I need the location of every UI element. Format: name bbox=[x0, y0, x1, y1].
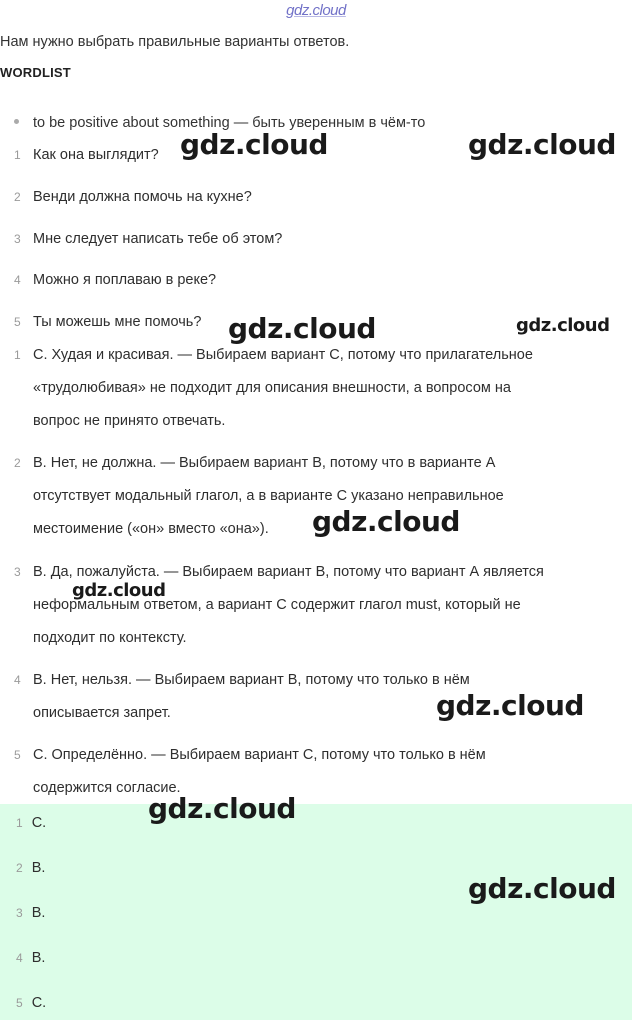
brand-logo[interactable]: gdz.cloud bbox=[286, 2, 346, 19]
explanation-line: С. Определённо. — Выбираем вариант С, потому что только в нём bbox=[33, 747, 486, 763]
explanation-line: отсутствует модальный глагол, а в варианте С указано неправильное bbox=[33, 488, 504, 504]
explanation-number: 5 bbox=[14, 748, 21, 762]
question-item bbox=[14, 231, 282, 247]
watermark: gdz.cloud bbox=[436, 689, 584, 722]
answer-text: В. bbox=[31, 950, 46, 966]
watermark: gdz.cloud bbox=[468, 872, 616, 905]
explanation-line: содержится согласие. bbox=[33, 780, 181, 796]
watermark: gdz.cloud bbox=[148, 792, 296, 825]
answer-text: С. bbox=[31, 815, 47, 831]
question-number: 1 bbox=[14, 148, 21, 162]
answer-text: В. bbox=[31, 860, 46, 876]
wordlist-item-text: to be positive about something — быть уверенным в чём-то bbox=[33, 115, 426, 131]
answer-number: 5 bbox=[16, 996, 23, 1010]
question-text: Мне следует написать тебе об этом? bbox=[33, 231, 283, 247]
explanation-item bbox=[14, 339, 614, 438]
answer-item bbox=[16, 905, 45, 921]
explanation-line: вопрос не принято отвечать. bbox=[33, 413, 226, 429]
answer-number: 1 bbox=[16, 816, 23, 830]
question-number: 5 bbox=[14, 315, 21, 329]
question-number: 3 bbox=[14, 232, 21, 246]
answer-item bbox=[16, 950, 45, 966]
watermark: gdz.cloud bbox=[180, 128, 328, 161]
answer-item bbox=[16, 860, 45, 876]
explanation-number: 4 bbox=[14, 673, 21, 687]
question-number: 4 bbox=[14, 273, 21, 287]
answers-panel bbox=[0, 804, 632, 1020]
explanation-line: С. Худая и красивая. — Выбираем вариант С, потому что прилагательное bbox=[33, 347, 533, 363]
answer-text: В. bbox=[31, 905, 46, 921]
explanation-line: неформальным ответом, а вариант С содержит глагол must, который не bbox=[33, 597, 521, 613]
question-item bbox=[14, 272, 216, 288]
answer-number: 3 bbox=[16, 906, 23, 920]
answer-item bbox=[16, 815, 46, 831]
explanation-number: 2 bbox=[14, 456, 21, 470]
watermark: gdz.cloud bbox=[516, 315, 610, 336]
question-text: Можно я поплаваю в реке? bbox=[33, 272, 217, 288]
explanation-item bbox=[14, 556, 614, 655]
explanation-line: описывается запрет. bbox=[33, 705, 171, 721]
answer-number: 4 bbox=[16, 951, 23, 965]
question-item bbox=[14, 147, 159, 163]
answer-item bbox=[16, 995, 46, 1011]
watermark: gdz.cloud bbox=[228, 312, 376, 345]
watermark: gdz.cloud bbox=[468, 128, 616, 161]
explanation-line: местоимение («он» вместо «она»). bbox=[33, 521, 269, 537]
question-item bbox=[14, 189, 252, 205]
explanation-number: 1 bbox=[14, 348, 21, 362]
answer-text: С. bbox=[31, 995, 47, 1011]
watermark: gdz.cloud bbox=[72, 580, 166, 601]
question-item bbox=[14, 314, 201, 330]
explanation-line: «трудолюбивая» не подходит для описания внешности, а вопросом на bbox=[33, 380, 511, 396]
question-text: Ты можешь мне помочь? bbox=[33, 314, 202, 330]
explanation-line: подходит по контексту. bbox=[33, 630, 187, 646]
question-text: Венди должна помочь на кухне? bbox=[33, 189, 252, 205]
bullet-icon bbox=[14, 119, 19, 124]
question-text: Как она выглядит? bbox=[33, 147, 159, 163]
intro-text: Нам нужно выбрать правильные варианты ответов. bbox=[0, 34, 350, 50]
explanation-line: В. Да, пожалуйста. — Выбираем вариант В, потому что вариант А является bbox=[33, 564, 544, 580]
explanation-line: В. Нет, нельзя. — Выбираем вариант В, потому что только в нём bbox=[33, 672, 470, 688]
explanation-item bbox=[14, 739, 614, 805]
answer-number: 2 bbox=[16, 861, 23, 875]
explanation-line: В. Нет, не должна. — Выбираем вариант В, потому что в варианте А bbox=[33, 455, 496, 471]
explanation-number: 3 bbox=[14, 565, 21, 579]
wordlist-title: WORDLIST bbox=[0, 65, 71, 80]
question-number: 2 bbox=[14, 190, 21, 204]
watermark: gdz.cloud bbox=[312, 505, 460, 538]
